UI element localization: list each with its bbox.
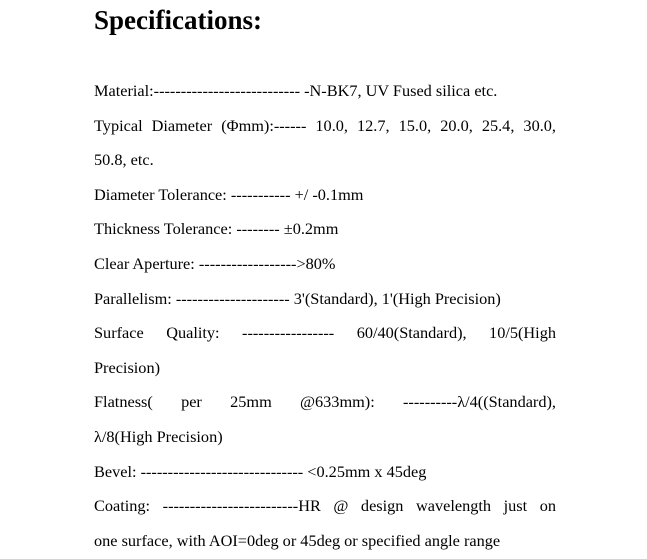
spec-clear-aperture: Clear Aperture: ------------------>80% [94,253,336,273]
spec-surface-quality: Surface Quality: ----------------- 60/40(Standard), 10/5(High [94,323,556,343]
specifications-list [94,74,556,558]
spec-typical-diameter: Typical Diameter (Φmm):------ 10.0, 12.7, 15.0, 20.0, 25.4, 30.0, [94,115,556,135]
spec-diameter-tolerance: Diameter Tolerance: ----------- +/ -0.1mm [94,184,364,204]
spec-material: Material:--------------------------- -N-BK7, UV Fused silica etc. [94,81,498,100]
spec-bevel: Bevel: ------------------------------ <0.25mm x 45deg [94,461,427,481]
spec-thickness-tolerance: Thickness Tolerance: -------- ±0.2mm [94,219,339,239]
spec-coating: Coating: -------------------------HR @ design wavelength just on [94,496,556,516]
page-title: Specifications: [94,5,262,35]
spec-typical-diameter-cont: 50.8, etc. [94,150,154,170]
spec-flatness-cont: λ/8(High Precision) [94,426,223,446]
spec-coating-cont: one surface, with AOI=0deg or 45deg or specified angle range [94,530,501,550]
spec-parallelism: Parallelism: --------------------- 3'(Standard), 1'(High Precision) [94,288,501,308]
spec-flatness: Flatness( per 25mm @633mm): ----------λ/4((Standard), [94,392,556,412]
spec-surface-quality-cont: Precision) [94,357,161,377]
